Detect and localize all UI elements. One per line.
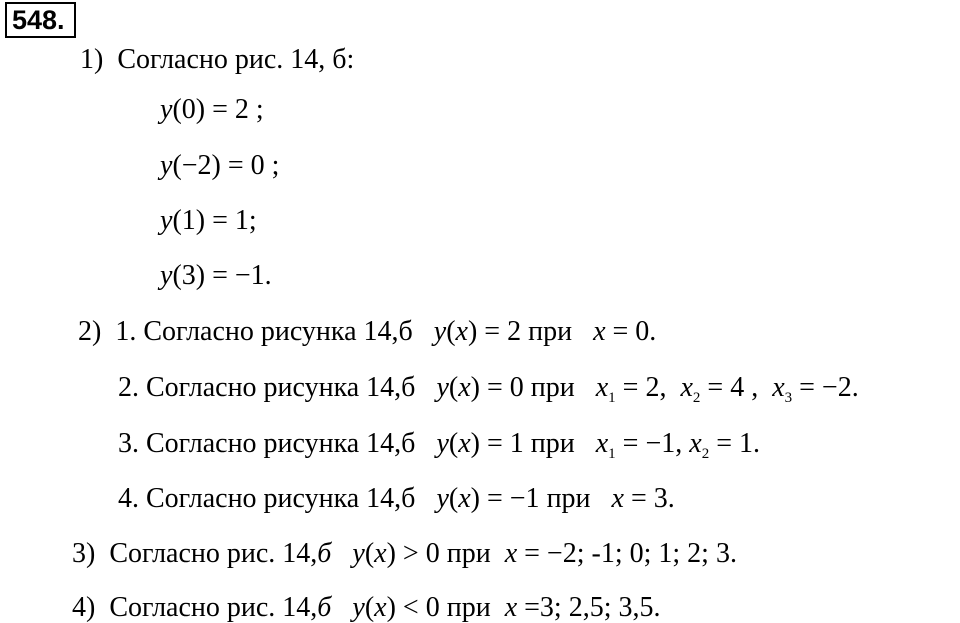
part4-text: Согласно рис. 14,: [109, 592, 318, 623]
item-text: Согласно рисунка 14,б: [146, 428, 416, 459]
part4-label: 4): [72, 592, 96, 623]
item-cond: = 1: [486, 428, 524, 459]
eq-fn: y: [160, 260, 173, 291]
item-pri: при: [528, 316, 573, 347]
eq-arg: (3): [172, 260, 206, 291]
item-pri: при: [530, 372, 575, 403]
item-cond: = −1: [486, 483, 540, 514]
item-num: 2.: [118, 372, 139, 403]
part2-label: 2): [78, 316, 102, 347]
answer-var: x: [611, 483, 624, 514]
item-text: Согласно рисунка 14,б: [146, 372, 416, 403]
answer-val: = −1,: [622, 428, 683, 459]
part1-eq-3: [160, 207, 257, 235]
eq-arg: (1): [172, 205, 206, 236]
item-text: Согласно рисунка 14,б: [146, 483, 416, 514]
item-num: 4.: [118, 483, 139, 514]
answer-var: x: [595, 372, 609, 403]
eq-rhs: = 1;: [212, 205, 257, 236]
part3-rest: ; -1; 0; 1; 2; 3.: [576, 538, 737, 569]
part3-pri: при: [446, 538, 491, 569]
problem-number: 548.: [5, 2, 76, 38]
part1-eq-1: [160, 96, 264, 124]
answer-val: = 2,: [622, 372, 667, 403]
part3-cond: > 0: [402, 538, 440, 569]
answer-val: = −2.: [799, 372, 859, 403]
part3-x-eq: = −2: [524, 538, 577, 569]
part3-text: Согласно рис. 14,: [109, 538, 318, 569]
part4-line: 4) Согласно рис. 14,б y(x) < 0 при x =3; 2,5; 3,5.: [72, 592, 661, 623]
eq-fn: y: [160, 150, 173, 181]
part3-fig: б: [317, 538, 332, 569]
part2-item-1: 2) 1. Согласно рисунка 14,б y(x) = 2 при x = 0.: [78, 316, 657, 347]
answer-var: x: [595, 428, 609, 459]
part3-label: 3): [72, 538, 96, 569]
part1-label: 1): [80, 44, 104, 75]
item-cond: = 0: [486, 372, 524, 403]
part2-item-2: 2. Согласно рисунка 14,б y(x) = 0 при $x_1 = 2$, $x_2 = 4$ , $x_3 = -2$.: [118, 372, 859, 406]
answer-sub: 2: [701, 446, 710, 462]
item-pri: при: [530, 428, 575, 459]
answer-var: x: [593, 316, 606, 347]
answer-val: = 3.: [630, 483, 675, 514]
item-cond: = 2: [484, 316, 522, 347]
eq-arg: (−2): [172, 150, 221, 181]
answer-val: = 1.: [716, 428, 760, 459]
item-num: 1.: [115, 316, 137, 347]
part1-header: [80, 46, 354, 74]
answer-var: x: [772, 372, 785, 403]
eq-arg: (0): [172, 94, 206, 125]
part2-item-3: 3. Согласно рисунка 14,б y(x) = 1 при $x_1 = -1$, $x_2 = 1$.: [118, 428, 760, 462]
part4-x-eq: =: [524, 592, 540, 623]
part4-cond: < 0: [402, 592, 440, 623]
part1-eq-4: [160, 262, 272, 290]
eq-fn: y: [160, 94, 173, 125]
answer-val: = 0.: [612, 316, 657, 347]
part3-line: 3) Согласно рис. 14,б y(x) > 0 при x = −2; -1; 0; 1; 2; 3.: [72, 538, 737, 569]
part2-item-4: 4. Согласно рисунка 14,б y(x) = −1 при x = 3.: [118, 483, 675, 514]
part4-pri: при: [446, 592, 491, 623]
eq-rhs: = −1.: [212, 260, 272, 291]
answer-sub: 3: [784, 390, 793, 406]
answer-var: x: [689, 428, 702, 459]
answer-sub: 1: [608, 390, 616, 406]
item-pri: при: [546, 483, 591, 514]
part1-text: Согласно рис. 14, б:: [117, 44, 355, 75]
answer-var: x: [680, 372, 693, 403]
answer-sub: 2: [692, 390, 701, 406]
answer-sub: 1: [608, 446, 616, 462]
part4-rest: 3; 2,5; 3,5.: [539, 592, 661, 623]
item-num: 3.: [118, 428, 139, 459]
eq-rhs: = 0 ;: [227, 150, 280, 181]
answer-val: = 4 ,: [707, 372, 759, 403]
item-text: Согласно рисунка 14,б: [143, 316, 413, 347]
eq-rhs: = 2 ;: [212, 94, 264, 125]
part4-fig: б: [317, 592, 332, 623]
part1-eq-2: [160, 152, 279, 180]
eq-fn: y: [160, 205, 173, 236]
